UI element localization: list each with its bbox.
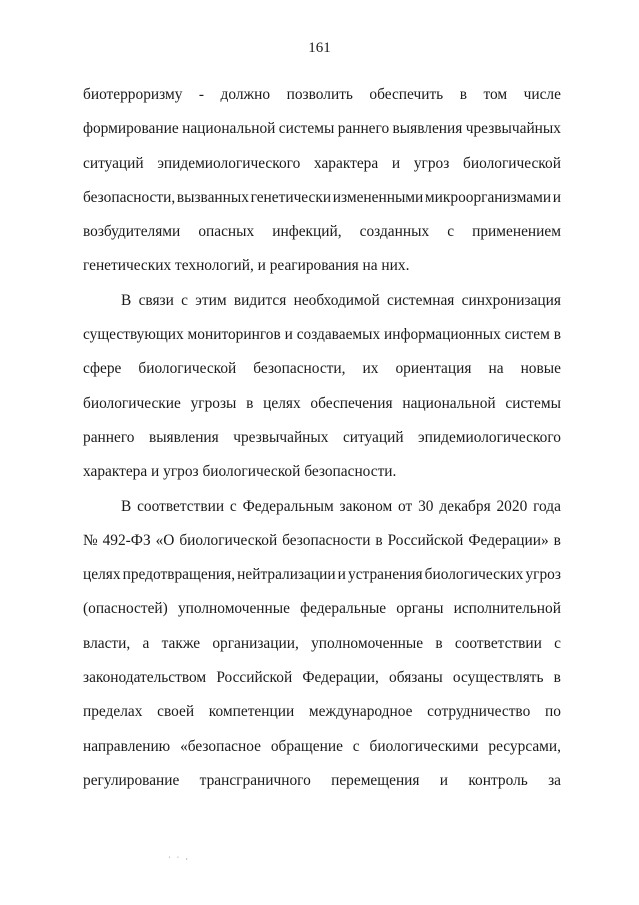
- text-line: генетических технологий, и реагирования на них.: [83, 257, 410, 275]
- text-line: пределах своей компетенции международное сотрудничество по: [83, 703, 561, 721]
- text-line: целях предотвращения, нейтрализации и устранения биологических угроз: [83, 566, 561, 584]
- scan-artifact: ˙ ˙ ·: [168, 855, 190, 864]
- text-line: биологические угрозы в целях обеспечения национальной системы: [83, 394, 561, 412]
- paragraph: [83, 78, 561, 284]
- text-line: сфере биологической безопасности, их ориентация на новые: [83, 360, 561, 378]
- text-line: В связи с этим видится необходимой системная синхронизация: [121, 291, 561, 309]
- text-line: характера и угроз биологической безопасности.: [83, 463, 397, 481]
- text-line: биотерроризму - должно позволить обеспечить в том числе: [83, 86, 561, 103]
- text-line: (опасностей) уполномоченные федеральные органы исполнительной: [83, 600, 561, 618]
- paragraph: [83, 490, 561, 799]
- text-line: направлению «безопасное обращение с биологическими ресурсами,: [83, 737, 561, 755]
- text-line: существующих мониторингов и создаваемых информационных систем в: [83, 326, 561, 344]
- text-line: регулирование трансграничного перемещения и контроль за: [83, 771, 561, 789]
- text-line: В соответствии с Федеральным законом от 30 декабря 2020 года: [121, 497, 561, 515]
- page-number: 161: [308, 40, 331, 56]
- text-line: возбудителями опасных инфекций, созданных с применением: [83, 223, 561, 241]
- text-line: безопасности, вызванных генетически измененными микроорганизмами и: [83, 188, 561, 206]
- text-line: законодательством Российской Федерации, обязаны осуществлять в: [83, 669, 561, 687]
- document-body: [83, 78, 561, 798]
- text-line: раннего выявления чрезвычайных ситуаций эпидемиологического: [83, 428, 561, 446]
- text-line: № 492-ФЗ «О биологической безопасности в Российской Федерации» в: [83, 531, 561, 549]
- text-line: ситуаций эпидемиологического характера и угроз биологической: [83, 154, 561, 172]
- paragraph: [83, 284, 561, 490]
- text-line: формирование национальной системы раннего выявления чрезвычайных: [83, 120, 561, 138]
- text-line: власти, а также организации, уполномоченные в соответствии с: [83, 634, 561, 652]
